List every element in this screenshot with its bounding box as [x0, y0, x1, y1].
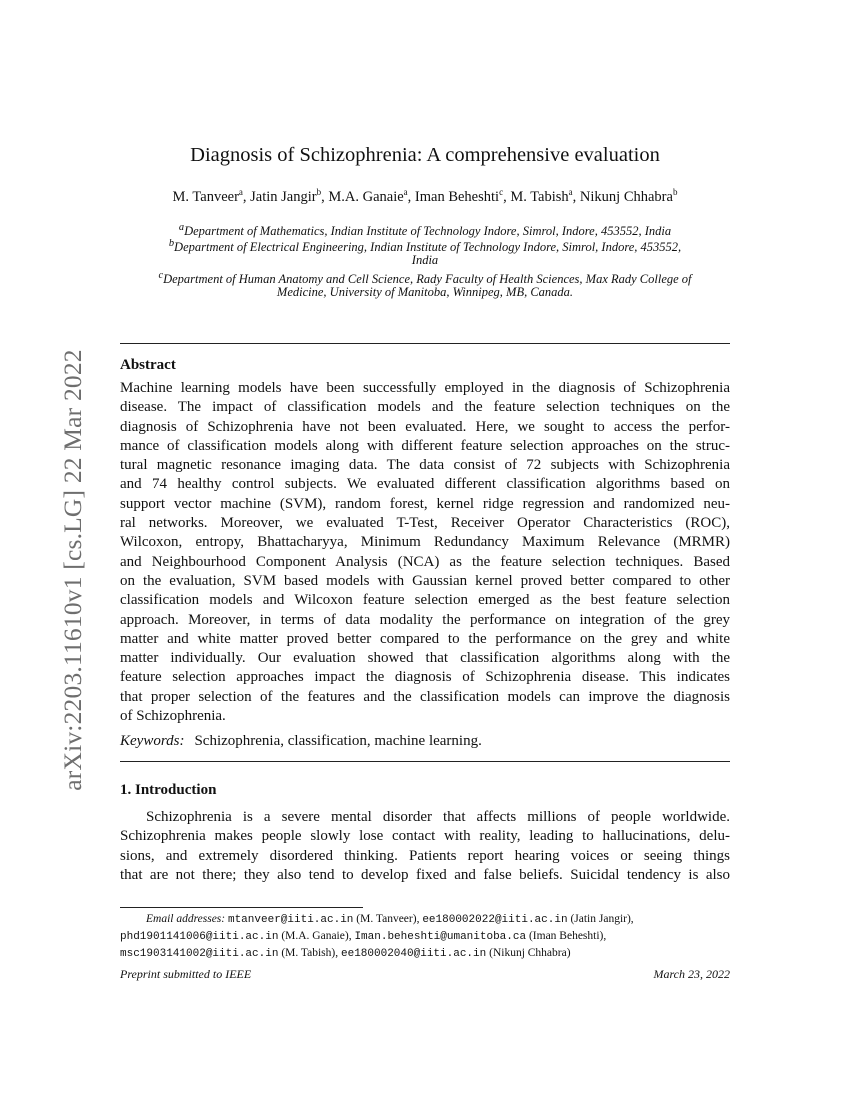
affiliation-b: $^b$Department of Electrical Engineering, Indian Institute of Technology Indore, Simrol, Indore, 453552,: [168, 238, 682, 255]
abstract-line: ral networks. Moreover, we evaluated T-Test, Receiver Operator Characteristics (ROC),: [120, 515, 730, 532]
introduction-line: that are not there; they also tend to develop fixed and false beliefs. Suicidal tendency is also: [120, 866, 730, 883]
affiliation-text: Department of Electrical Engineering, Indian Institute of Technology Indore, Simrol, Indore, 453552,: [174, 240, 682, 255]
footnote-line: [120, 944, 740, 963]
email-owner: (Nikunj Chhabra): [489, 947, 571, 959]
author-name: M. Tabish: [510, 188, 569, 205]
author-name: M. Tanveer: [172, 188, 239, 205]
email-address[interactable]: ee180002022@iiti.ac.in: [422, 914, 568, 926]
keywords: [120, 733, 482, 750]
footnote-rule: [120, 907, 363, 908]
author-name: Iman Beheshti: [414, 188, 500, 205]
author-affiliation-mark: a: [238, 187, 243, 197]
abstract-line: feature selection approaches impact the diagnosis of Schizophrenia disease. This indicates: [120, 669, 730, 686]
abstract-line: and Neighbourhood Component Analysis (NCA) as the feature selection techniques. Based: [120, 553, 730, 570]
affiliation-b-continued: India: [411, 253, 439, 267]
arxiv-identifier-stamp: arXiv:2203.11610v1 [cs.LG] 22 Mar 2022: [58, 349, 87, 791]
introduction-line: sions, and extremely disordered thinking. Patients report hearing voices or seeing things: [120, 847, 730, 864]
affiliation-a: $^a$Department of Mathematics, Indian Institute of Technology Indore, Simrol, Indore, 453552, India: [178, 222, 672, 239]
author-affiliation-mark: a: [568, 187, 573, 197]
author-name: Nikunj Chhabra: [579, 188, 673, 205]
abstract-line: disease. The impact of classification models and the feature selection techniques on the: [120, 399, 730, 416]
abstract-line: of Schizophrenia.: [120, 708, 226, 725]
author-list: M. Tanveer$^a$, Jatin Jangir$^b$, M.A. Ganaie$^a$, Iman Beheshti$^c$, M. Tabish$^a$, Nikunj Chhabra$^b$: [172, 187, 678, 205]
author-name: Jatin Jangir: [250, 188, 317, 205]
section-heading-introduction: 1. Introduction: [120, 782, 217, 798]
keywords-label: Keywords:: [120, 733, 185, 749]
affiliation-c-continued: Medicine, University of Manitoba, Winnipeg, MB, Canada.: [276, 285, 574, 299]
abstract-body: [120, 379, 730, 726]
author-affiliation-mark: b: [316, 187, 322, 197]
email-owner: (Jatin Jangir),: [570, 913, 634, 925]
introduction-line: Schizophrenia makes people slowly lose contact with reality, leading to hallucinations, delu-: [120, 828, 730, 845]
email-owner: (M. Tabish),: [281, 947, 339, 959]
abstract-line: diagnosis of Schizophrenia have not been evaluated. Here, we sought to access the perfor-: [120, 418, 730, 435]
abstract-heading: Abstract: [120, 357, 176, 373]
email-address[interactable]: phd1901141006@iiti.ac.in: [120, 931, 279, 943]
email-address[interactable]: mtanveer@iiti.ac.in: [227, 914, 354, 926]
author-affiliation-mark: a: [403, 187, 408, 197]
abstract-top-rule: [120, 343, 730, 344]
email-address[interactable]: Iman.beheshti@umanitoba.ca: [354, 931, 527, 943]
affiliation-text: Department of Human Anatomy and Cell Science, Rady Faculty of Health Sciences, Max Rady College of: [163, 272, 692, 287]
abstract-bottom-rule: [120, 761, 730, 762]
abstract-line: Machine learning models have been successfully employed in the diagnosis of Schizophrenia: [120, 380, 730, 396]
keywords-value: Schizophrenia, classification, machine learning.: [194, 733, 482, 749]
author-name: M.A. Ganaie: [328, 188, 404, 205]
author-affiliation-mark: b: [672, 187, 678, 197]
email-address[interactable]: msc1903141002@iiti.ac.in: [120, 948, 279, 960]
abstract-line: that proper selection of the features and the classification models can improve the diagnosis: [120, 688, 730, 705]
email-label: Email addresses:: [146, 913, 226, 925]
abstract-line: matter and white matter proved better compared to the performance on the grey and white: [120, 630, 730, 647]
abstract-line: support vector machine (SVM), random forest, kernel ridge regression and randomized neu-: [120, 495, 730, 512]
abstract-line: approach. Moreover, in terms of data modality the performance on integration of the grey: [120, 611, 730, 628]
email-owner: (Iman Beheshti),: [528, 930, 607, 942]
preprint-date: March 23, 2022: [653, 967, 730, 981]
introduction-line: Schizophrenia is a severe mental disorder that affects millions of people worldwide.: [146, 809, 730, 825]
preprint-note: Preprint submitted to IEEE: [120, 967, 252, 981]
paper-title: Diagnosis of Schizophrenia: A comprehensive evaluation: [190, 144, 660, 166]
abstract-line: tural magnetic resonance imaging data. The data consist of 72 subjects with Schizophrenia: [120, 457, 730, 474]
abstract-line: and 74 healthy control subjects. We evaluated different classification algorithms based on: [120, 476, 730, 493]
abstract-line: mance of classification models along with different feature selection approaches on the struc-: [120, 437, 730, 454]
introduction-body: [120, 808, 730, 885]
email-owner: (M.A. Ganaie),: [281, 930, 352, 942]
affiliation-text: Department of Mathematics, Indian Institute of Technology Indore, Simrol, Indore, 453552, India: [184, 224, 672, 239]
abstract-line: Wilcoxon, entropy, Bhattacharyya, Minimum Redundancy Maximum Relevance (MRMR): [120, 534, 730, 551]
abstract-line: classification models and Wilcoxon feature selection emerged as the best feature selection: [120, 592, 730, 609]
email-address[interactable]: ee180002040@iiti.ac.in: [341, 948, 487, 960]
affiliation-c: $^c$Department of Human Anatomy and Cell Science, Rady Faculty of Health Sciences, Max Rady College of: [158, 270, 692, 287]
abstract-line: on the evaluation, SVM based models with Gaussian kernel proved better compared to other: [120, 572, 730, 589]
author-affiliation-mark: c: [499, 187, 504, 197]
abstract-line: matter individually. Our evaluation showed that classification algorithms along with the: [120, 650, 730, 667]
email-owner: (M. Tanveer),: [356, 913, 420, 925]
